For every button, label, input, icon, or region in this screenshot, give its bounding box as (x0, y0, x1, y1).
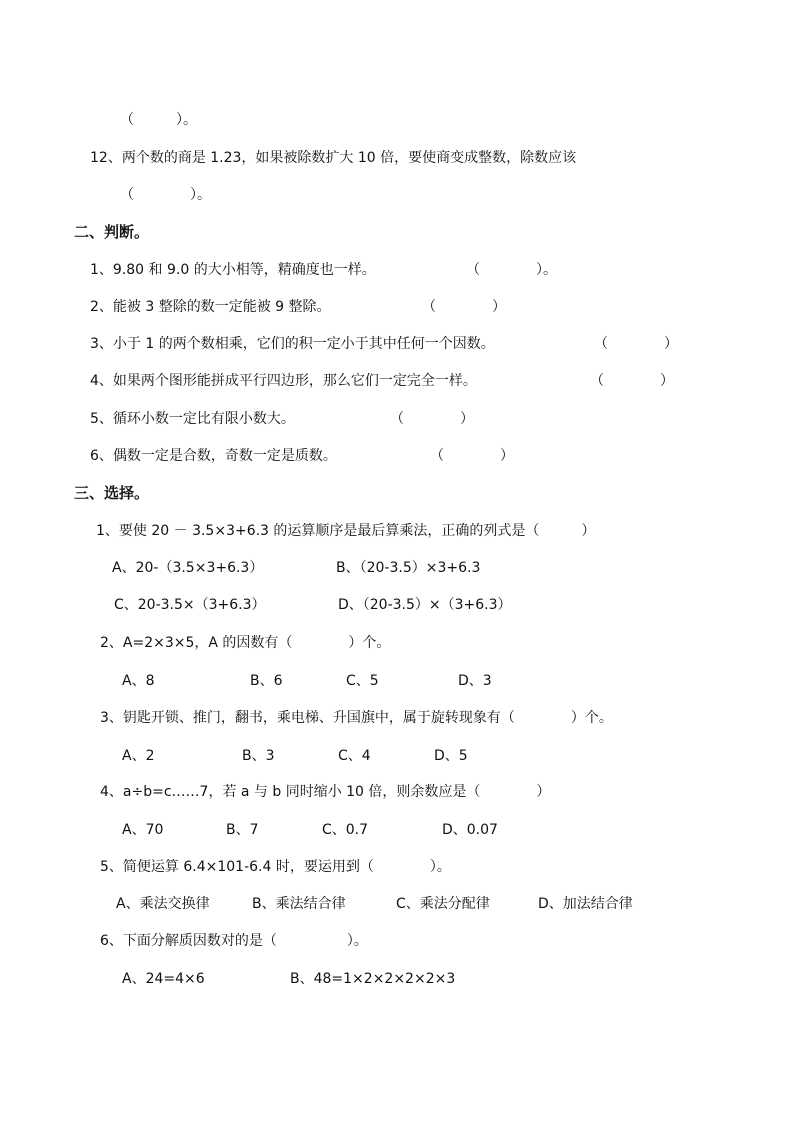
judge-item-4-blank: （ ） (590, 373, 674, 389)
choice-q1-option-a: A、20-（3.5×3+6.3） (112, 560, 264, 576)
choice-q3-option-d: D、5 (434, 748, 468, 764)
choice-q3-option-a: A、2 (122, 748, 155, 764)
choice-q4-option-a: A、70 (122, 822, 164, 838)
choice-q5-option-c: C、乘法分配律 (396, 896, 490, 912)
choice-q6-option-b: B、48=1×2×2×2×2×3 (290, 971, 456, 987)
judge-item-6: 6、偶数一定是合数，奇数一定是质数。 (90, 448, 337, 464)
choice-q5-option-b: B、乘法结合律 (252, 896, 346, 912)
choice-q4-option-b: B、7 (226, 822, 259, 838)
choice-q1-option-b: B、（20-3.5）×3+6.3 (336, 560, 481, 576)
choice-q5-option-a: A、乘法交换律 (116, 896, 210, 912)
judge-item-5-blank: （ ） (390, 411, 474, 427)
choice-q3-text: 3、钥匙开锁、推门，翻书，乘电梯、升国旗中，属于旋转现象有（ ）个。 (100, 710, 613, 726)
choice-q1-option-c: C、20-3.5×（3+6.3） (114, 597, 266, 613)
section-heading-judgement: 二、判断。 (74, 223, 150, 241)
judge-item-1: 1、9.80 和 9.0 的大小相等，精确度也一样。 (90, 262, 376, 278)
q12-text: 12、两个数的商是 1.23，如果被除数扩大 10 倍，要使商变成整数，除数应该 (90, 150, 577, 166)
judge-item-1-blank: （ ）。 (466, 262, 557, 278)
judge-item-2: 2、能被 3 整除的数一定能被 9 整除。 (90, 299, 331, 315)
choice-q4-text: 4、a÷b=c……7，若 a 与 b 同时缩小 10 倍，则余数应是（ ） (100, 784, 551, 800)
choice-q1-text: 1、要使 20 － 3.5×3+6.3 的运算顺序是最后算乘法，正确的列式是（ ） (96, 523, 596, 539)
choice-q6-option-a: A、24=4×6 (122, 971, 205, 987)
judge-item-3-blank: （ ） (594, 336, 678, 352)
choice-q2-option-d: D、3 (458, 673, 492, 689)
q11-answer-blank: （ ）。 (120, 112, 197, 128)
choice-q5-option-d: D、加法结合律 (538, 896, 633, 912)
choice-q3-option-b: B、3 (242, 748, 275, 764)
judge-item-6-blank: （ ） (430, 448, 514, 464)
choice-q4-option-c: C、0.7 (322, 822, 369, 838)
choice-q4-option-d: D、0.07 (442, 822, 498, 838)
choice-q5-text: 5、简便运算 6.4×101-6.4 时，要运用到（ ）。 (100, 859, 451, 875)
judge-item-2-blank: （ ） (422, 299, 506, 315)
judge-item-4: 4、如果两个图形能拼成平行四边形，那么它们一定完全一样。 (90, 373, 477, 389)
judge-item-5: 5、循环小数一定比有限小数大。 (90, 411, 295, 427)
choice-q3-option-c: C、4 (338, 748, 371, 764)
choice-q1-option-d: D、（20-3.5）×（3+6.3） (338, 597, 512, 613)
choice-q2-option-a: A、8 (122, 673, 155, 689)
choice-q2-option-b: B、6 (250, 673, 283, 689)
judge-item-3: 3、小于 1 的两个数相乘，它们的积一定小于其中任何一个因数。 (90, 336, 495, 352)
choice-q2-option-c: C、5 (346, 673, 379, 689)
choice-q2-text: 2、A=2×3×5，A 的因数有（ ）个。 (100, 635, 391, 651)
choice-q6-text: 6、下面分解质因数对的是（ ）。 (100, 933, 368, 949)
q12-answer-blank: （ ）。 (120, 187, 211, 203)
section-heading-choice: 三、选择。 (74, 484, 150, 502)
